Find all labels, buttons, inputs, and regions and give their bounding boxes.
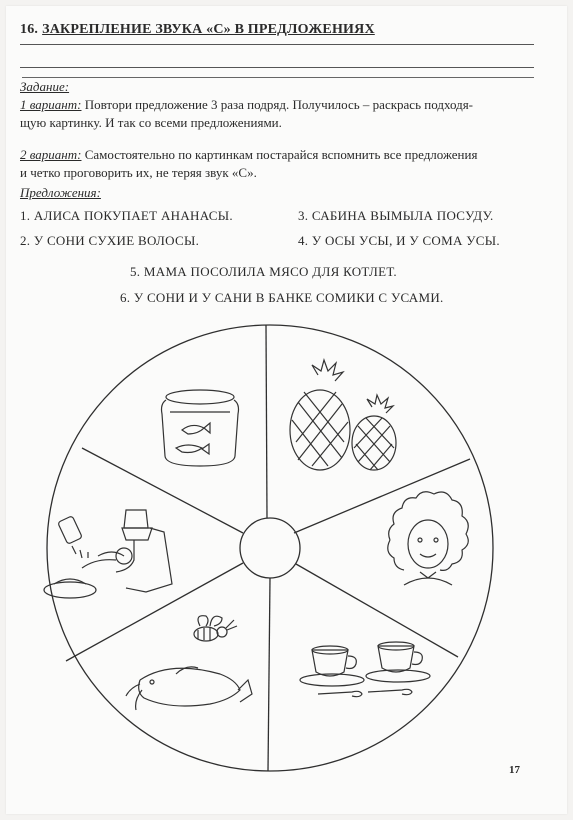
sentence-2: 2. У СОНИ СУХИЕ ВОЛОСЫ. [20,233,200,248]
sentence-5: 5. МАМА ПОСОЛИЛА МЯСО ДЛЯ КОТЛЕТ. [130,264,397,279]
fish-jar-icon [162,390,239,466]
wasp-catfish-icon [126,616,252,710]
sentence-3: 3. САБИНА ВЫМЫЛА ПОСУДУ. [298,208,494,223]
sentence-1: 1. АЛИСА ПОКУПАЕТ АНАНАСЫ. [20,208,233,223]
variant-2-line2: и четко проговорить их, не теряя звук «С». [20,165,257,180]
exercise-title: ЗАКРЕПЛЕНИЕ ЗВУКА «С» В ПРЕДЛОЖЕНИЯХ [42,22,375,37]
exercise-number: 16. [20,22,39,37]
task-label: Задание: [20,79,70,94]
variant-1-line2: щую картинку. И так со всеми предложениями. [20,115,282,130]
variant-1-label: 1 вариант: [20,97,82,112]
girl-curly-hair-icon [388,492,469,585]
meat-grinder-icon [44,510,172,598]
sentence-4: 4. У ОСЫ УСЫ, И У СОМА УСЫ. [298,233,500,248]
wheel-hub [240,518,300,578]
pineapples-icon [290,360,396,470]
wheel-outer-circle [47,325,493,771]
variant-2-label: 2 вариант: [20,147,82,162]
variant-2-line1: Самостоятельно по картинкам постарайся вспомнить все предложения [84,147,478,162]
sentence-6: 6. У СОНИ И У САНИ В БАНКЕ СОМИКИ С УСАМИ. [120,290,444,305]
variant-1-line1: Повтори предложение 3 раза подряд. Получилось – раскрась подходя- [84,97,474,112]
sentences-label: Предложения: [20,185,101,200]
cups-saucers-icon [300,642,430,697]
page-number: 17 [509,764,520,776]
